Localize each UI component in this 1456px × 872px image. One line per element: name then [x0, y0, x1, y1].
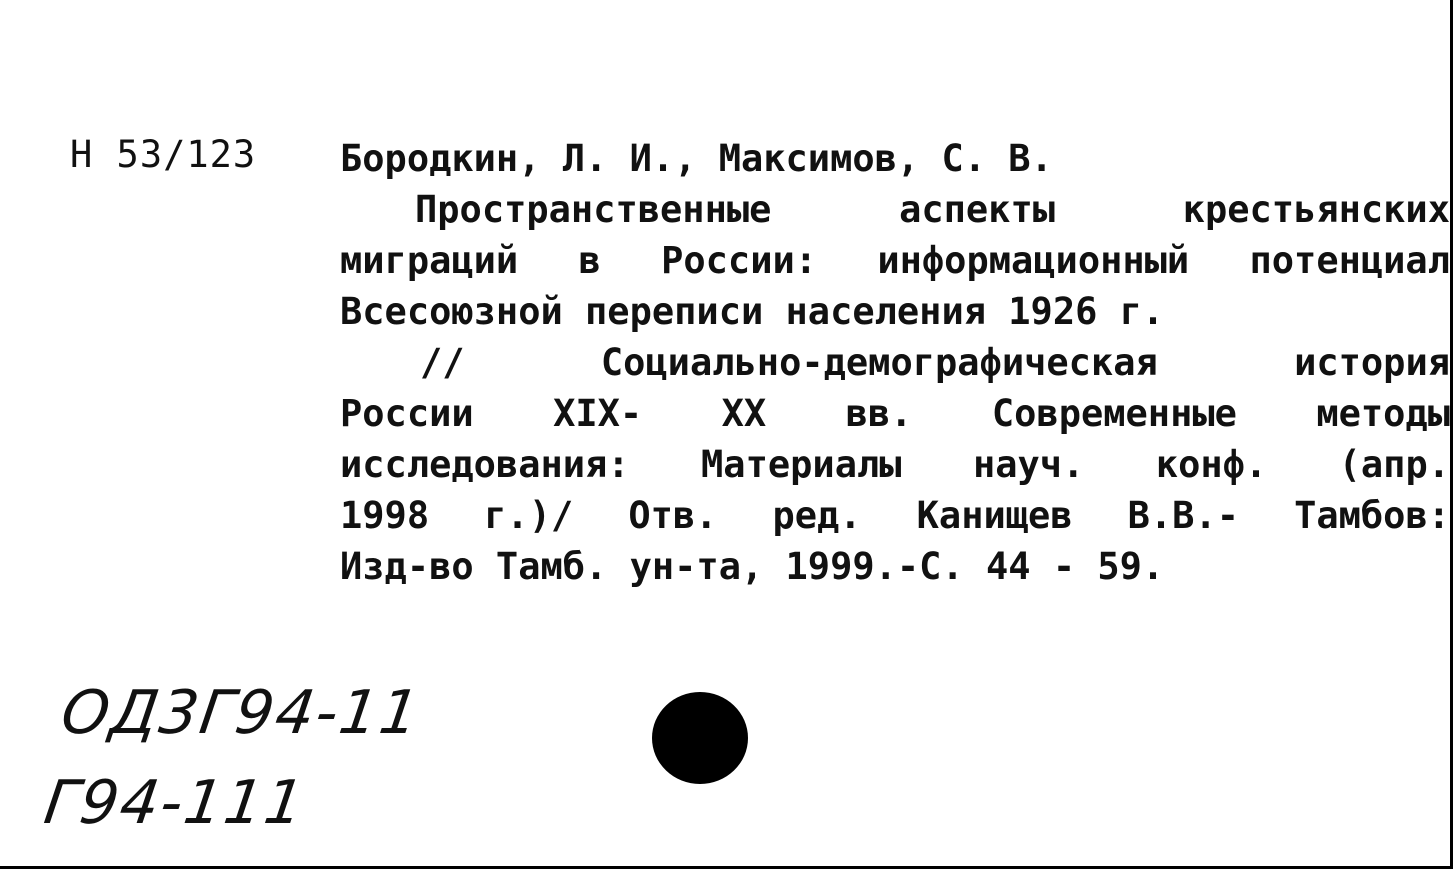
entry-source-line-3: исследования: Материалы науч. конф. (апр.: [340, 443, 1450, 486]
entry-title-line-1: Пространственные аспекты крестьянских: [415, 188, 1450, 231]
entry-source-line-2: России XIX- XX вв. Современные методы: [340, 392, 1450, 435]
bibliographic-entry: [340, 133, 1450, 592]
punch-hole: [652, 692, 748, 784]
entry-title-line-3: Всесоюзной переписи населения 1926 г.: [340, 290, 1165, 333]
entry-authors: Бородкин, Л. И., Максимов, С. В.: [340, 137, 1053, 180]
call-number: Н 53/123: [70, 133, 257, 176]
entry-title-line-2: миграций в России: информационный потенциал: [340, 239, 1450, 282]
entry-source-line-1: // Социально-демографическая история: [420, 341, 1450, 384]
handwritten-shelf-mark-1: ОД3Г94-11: [57, 678, 425, 748]
entry-source-line-4: 1998 г.)/ Отв. ред. Канищев В.В.- Тамбов:: [340, 494, 1450, 537]
entry-publisher-line: Изд-во Тамб. ун-та, 1999.-С. 44 - 59.: [340, 545, 1165, 588]
handwritten-shelf-mark-2: Г94-111: [40, 768, 310, 838]
